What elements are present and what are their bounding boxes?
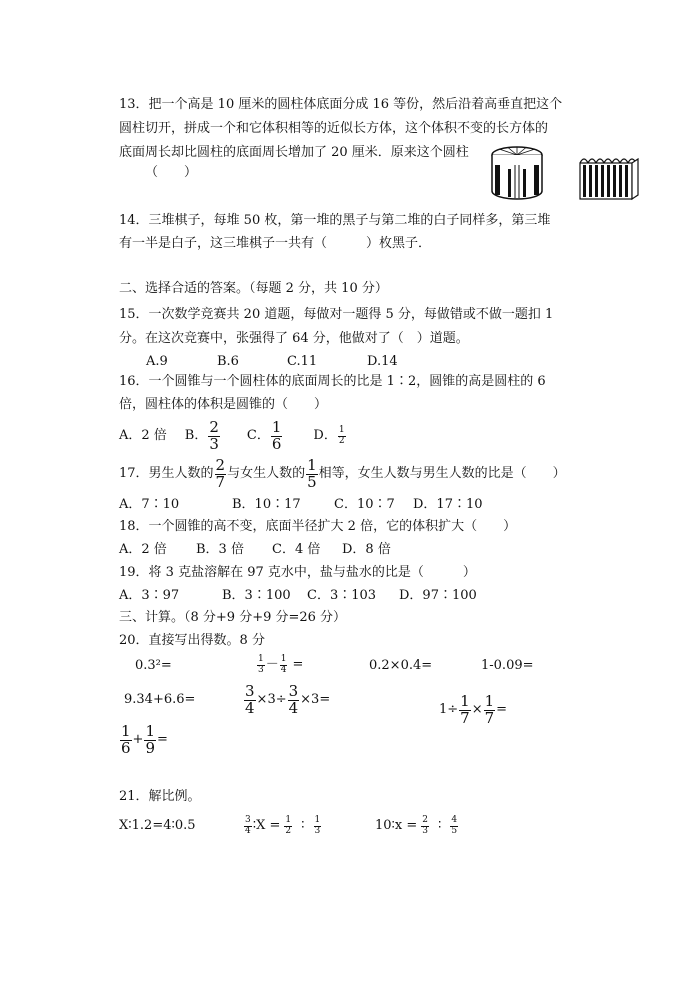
q18-option-b: B．3 倍: [196, 542, 244, 557]
q15-option-c: C.11: [287, 354, 318, 369]
q13-line-1: 13．把一个高是 10 厘米的圆柱体底面分成 16 等份，然后沿着高垂直把这个: [119, 97, 563, 112]
q18-option-c: C．4 倍: [272, 542, 321, 557]
q17-option-a: A．7∶10: [119, 497, 180, 512]
q21-problem-1: X∶1.2=4∶0.5: [119, 818, 196, 833]
q16-option-d-label: D．: [313, 428, 337, 443]
q15-line-2: 分。在这次竞赛中，张强得了 64 分，他做对了（ ）道题。: [119, 331, 469, 346]
q19-option-c: C．3∶103: [307, 588, 377, 603]
q16-line-1: 16．一个圆锥与一个圆柱体的底面周长的比是 1∶2，圆锥的高是圆柱的 6: [119, 374, 546, 389]
q16-option-a: A．2 倍: [119, 428, 167, 443]
q15-option-b: B.6: [217, 354, 239, 369]
q17-option-c: C．10∶7: [334, 497, 395, 512]
q17-option-d: D．17∶10: [413, 497, 483, 512]
q19-line-1: 19．将 3 克盐溶解在 97 克水中，盐与盐水的比是（ ）: [119, 565, 476, 580]
q20-expr-1: 0.3²=: [135, 658, 172, 673]
q18-option-d: D．8 倍: [342, 542, 391, 557]
q16-option-d-fraction: $\frac{1}{2}$: [338, 425, 345, 446]
section-2-title: 二、选择合适的答案。（每题 2 分，共 10 分）: [119, 281, 388, 296]
q13-line-2: 圆柱切开，拼成一个和它体积相等的近似长方体，这个体积不变的长方体的: [119, 121, 549, 136]
q15-option-a: A.9: [146, 354, 168, 369]
q21-title: 21．解比例。: [119, 789, 201, 804]
q13-line-3: 底面周长却比圆柱的底面周长增加了 20 厘米．原来这个圆柱: [119, 145, 469, 160]
q20-expr-5: 9.34+6.6=: [124, 692, 196, 707]
q16-option-c-fraction: $\frac{1}{6}$: [271, 417, 282, 453]
q14-line-1: 14．三堆棋子，每堆 50 枚，第一堆的黑子与第二堆的白子同样多，第三堆: [119, 213, 551, 228]
cuboid-figure: [578, 153, 640, 203]
q13-answer-blank: （ ）: [145, 165, 198, 180]
section-3-title: 三、计算。（8 分+9 分+9 分=26 分）: [119, 610, 347, 625]
q16-option-b-fraction: $\frac{2}{3}$: [209, 417, 219, 453]
q16-line-2: 倍，圆柱体的体积是圆锥的（ ）: [119, 397, 328, 412]
q20-expr-3: 0.2×0.4=: [369, 658, 433, 673]
q17-fraction-1: $\frac{2}{7}$: [215, 455, 226, 491]
q16-options: [119, 418, 347, 454]
q17-option-b: B．10∶17: [232, 497, 301, 512]
q17-fraction-2: $\frac{1}{5}$: [307, 455, 317, 491]
q16-option-b-label: B．: [184, 428, 208, 443]
q19-option-d: D．97∶100: [399, 588, 477, 603]
q20-expr-8: $\frac{1}{6}$ + $\frac{1}{9}$ =: [121, 721, 168, 757]
q19-option-a: A．3∶97: [119, 588, 180, 603]
cylinder-figure: [486, 143, 548, 203]
q20-expr-2: $\frac{1}{3}$ － $\frac{1}{4}$ =: [258, 654, 304, 675]
q18-option-a: A．2 倍: [119, 542, 167, 557]
q14-line-2: 有一半是白子，这三堆棋子一共有（ ）枚黑子．: [119, 236, 432, 251]
q20-expr-7: 1÷ $\frac{1}{7}$ × $\frac{1}{7}$ =: [439, 691, 508, 727]
q15-line-1: 15．一次数学竞赛共 20 道题，每做对一题得 5 分，每做错或不做一题扣 1: [119, 307, 554, 322]
q19-option-b: B．3∶100: [222, 588, 291, 603]
q21-problem-3: 10∶x = $\frac{2}{3}$ ∶ $\frac{4}{5}$: [375, 815, 458, 836]
q15-option-d: D.14: [367, 354, 398, 369]
q17-line-1: 17．男生人数的 $\frac{2}{7}$ 与女生人数的 $\frac{1}{5}$ 相等，女生人数与男生人数的比是（ ）: [119, 455, 566, 491]
q20-expr-6: $\frac{3}{4}$ ×3÷ $\frac{3}{4}$ ×3=: [245, 681, 331, 717]
q20-title: 20．直接写出得数。8 分: [119, 633, 265, 648]
q18-line-1: 18．一个圆锥的高不变，底面半径扩大 2 倍，它的体积扩大（ ）: [119, 519, 517, 534]
q16-option-c-label: C．: [246, 428, 270, 443]
q21-problem-2: $\frac{3}{4}$ ∶X = $\frac{1}{2}$ ∶ $\frac{1}{3}$: [245, 815, 321, 836]
q20-expr-4: 1-0.09=: [481, 658, 534, 673]
